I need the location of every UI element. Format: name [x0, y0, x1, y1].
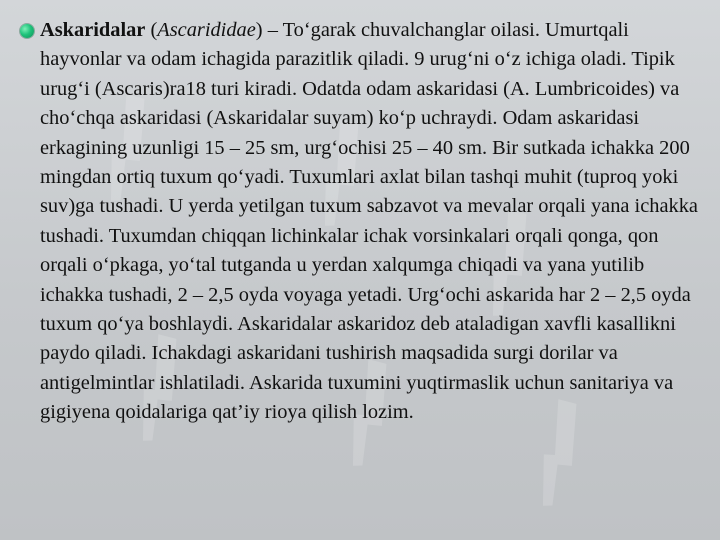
term-title: Askaridalar — [40, 19, 146, 41]
slide-content — [22, 16, 704, 530]
paren-close: ) — [255, 19, 263, 41]
latin-name: Ascarididae — [157, 19, 256, 41]
body-text: – To‘garak chuvalchanglar oilasi. Umurtqali hayvonlar va odam ichagida parazitlik qiladi. 9 urug‘ni o‘z ichiga oladi. Tipik urug‘i (Ascaris)ra18 turi kiradi. Odatda odam askaridasi (A. Lumbricoides) va cho‘chqa askaridasi (Askaridalar suyam) ko‘p uchraydi. Odam askaridasi erkagining uzunligi 15 – 25 sm, urg‘ochisi 25 – 40 sm. Bir sutkada ichakka 200 mingdan ortiq tuxum qo‘yadi. Tuxumlari axlat bilan tashqi muhit (tuproq yoki suv)ga tushadi. U yerda yetilgan tuxum sabzavot va mevalar orqali yana ichakka tushadi. Tuxumdan chiqqan lichinkalar ichak vorsinkalari orqali qonga, qon orqali o‘pkaga, yo‘tal tutganda u yerdan xalqumga chiqadi va yana yutilib ichakka tushadi, 2 – 2,5 oyda voyaga yetadi. Urg‘ochi askarida har 2 – 2,5 oyda tuxum qo‘ya boshlaydi. Askaridalar askaridoz deb ataladigan xavfli kasallikni paydo qiladi. Ichakdagi askaridani tushirish maqsadida surgi dorilar va antigelmintlar ishlatiladi. Askarida tuxumini yuqtirmaslik uchun sanitariya va gigiyena qoidalariga qat’iy rioya qilish lozim. — [40, 19, 698, 424]
green-round-bullet-icon — [20, 24, 34, 38]
bullet-paragraph — [22, 16, 704, 428]
paren-open: ( — [145, 19, 158, 41]
